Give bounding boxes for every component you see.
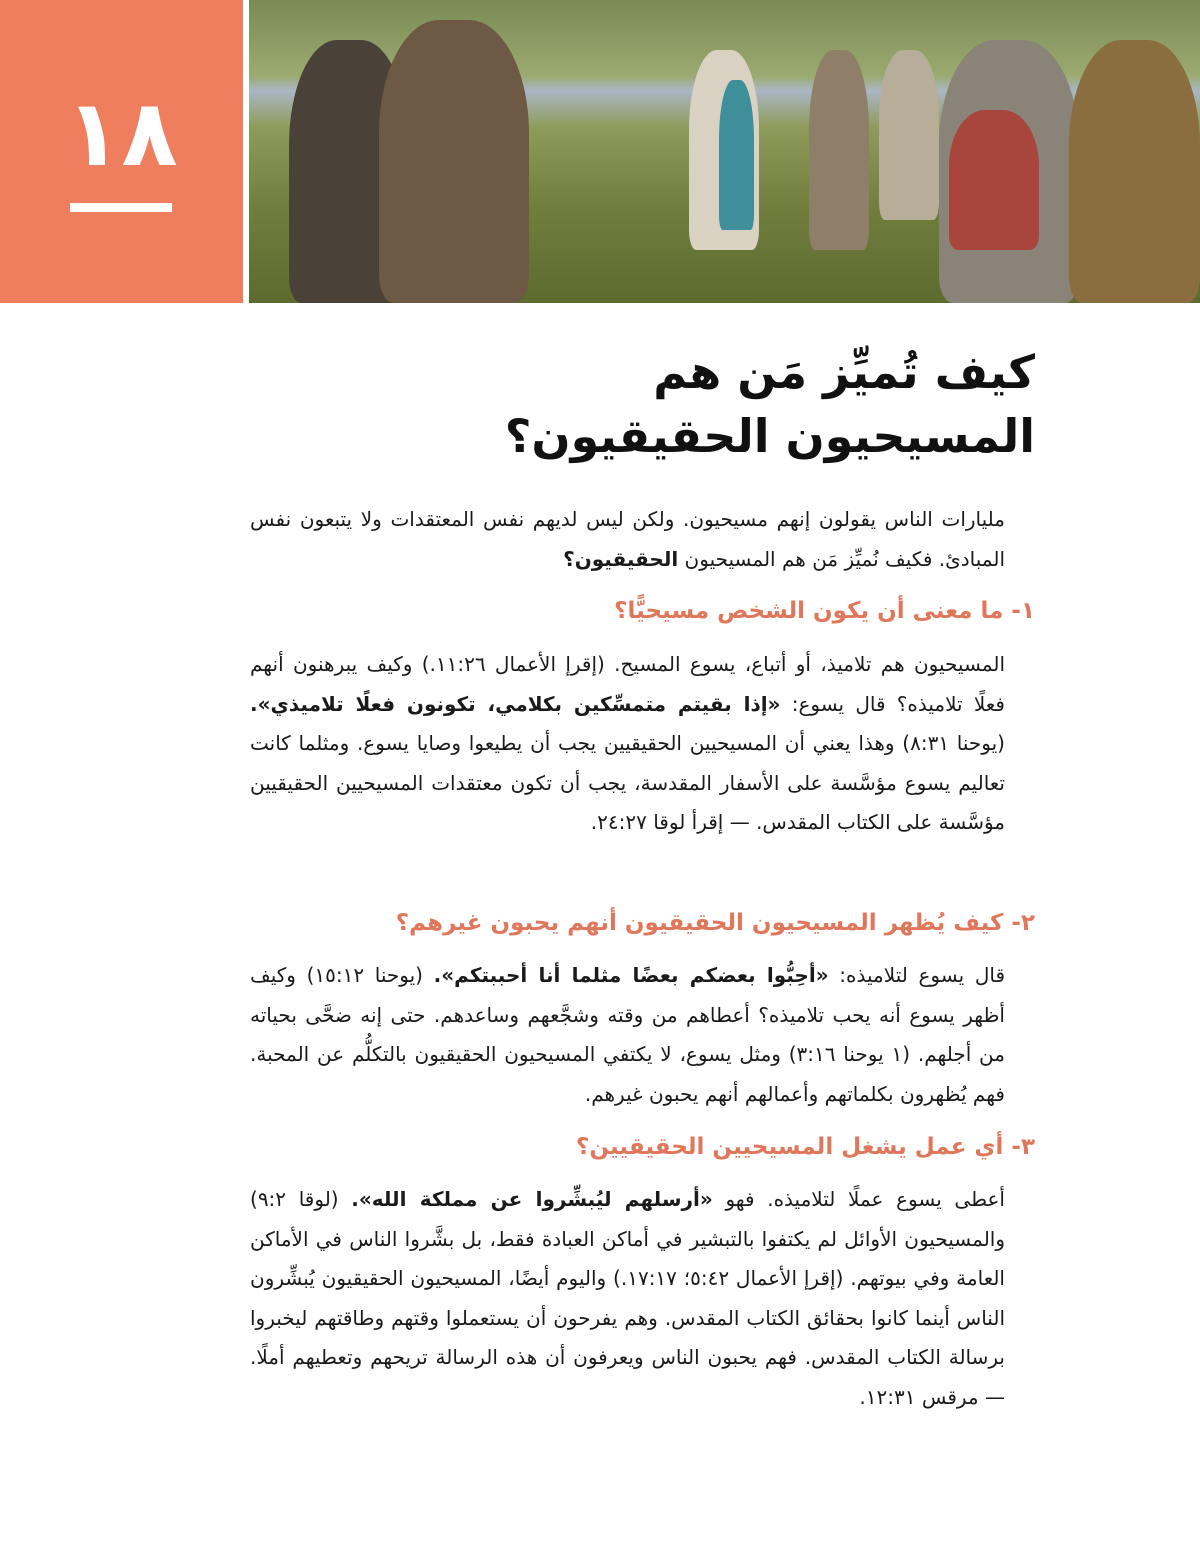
scripture-quote: «إذا بقيتم متمسِّكين بكلامي، تكونون فعلًا تلاميذي».: [250, 691, 781, 716]
paragraph-text: (يوحنا ٨:٣١) وهذا يعني أن المسيحيين الحقيقيين يجب أن يطيعوا وصايا يسوع. ومثلما كانت تعاليم يسوع مؤسَّسة على الأسفار المقدسة، يجب أن تكون معتقدات المسيحيين الحقيقيين مؤسَّسة على الكتاب المقدس. — إقرأ لوقا ٢٤:٢٧.: [250, 731, 1005, 834]
section-paragraph-3: [250, 1180, 1005, 1417]
intro-text: مليارات الناس يقولون إنهم مسيحيون. ولكن ليس لديهم نفس المعتقدات ولا يتبعون نفس المبادئ. فكيف نُميِّز مَن هم المسيحيون: [250, 507, 1005, 571]
intro-paragraph: [250, 500, 1005, 579]
paragraph-text: أعطى يسوع عملًا لتلاميذه. فهو: [712, 1187, 1005, 1211]
title-line-1: كيف تُميِّز مَن هم: [653, 345, 1035, 399]
lesson-illustration: [249, 0, 1200, 303]
title-line-2: المسيحيون الحقيقيون؟: [504, 409, 1035, 463]
intro-emphasis: الحقيقيون؟: [563, 546, 679, 571]
scripture-quote: «أرسلهم ليُبشِّروا عن مملكة الله».: [351, 1187, 713, 1211]
paragraph-text: المسيحيون هم تلاميذ، أو أتباع، يسوع المسيح. (إقرإ الأعمال ١١:٢٦.) وكيف يبرهنون أنهم فعلًا تلاميذه؟ قال يسوع:: [250, 652, 1006, 716]
scripture-quote: «أحِبُّوا بعضكم بعضًا مثلما أنا أحببتكم».: [433, 963, 829, 987]
lesson-number-badge: [0, 0, 243, 303]
section-heading-3: ٣- أي عمل يشغل المسيحيين الحقيقيين؟: [576, 1134, 1035, 1160]
paragraph-text: (لوقا ٩:٢) والمسيحيون الأوائل لم يكتفوا بالتبشير في أماكن العبادة فقط، بل بشَّروا الناس في الأماكن العامة وفي بيوتهم. (إقرإ الأعمال ٥:٤٢؛ ١٧:١٧.) واليوم أيضًا، المسيحيون الحقيقيون يُبشِّرون الناس أينما كانوا بحقائق الكتاب المقدس. وهم يفرحون أن يستعملوا وقتهم وطاقتهم ليخبروا برسالة الكتاب المقدس. فهم يحبون الناس ويعرفون أن هذه الرسالة تريحهم وتعطيهم أملًا. — مرقس ١٢:٣١.: [250, 1187, 1005, 1409]
page-title: [335, 340, 1035, 468]
section-paragraph-1: [250, 645, 1005, 843]
section-heading-1: ١- ما معنى أن يكون الشخص مسيحيًّا؟: [614, 598, 1035, 624]
section-heading-2: ٢- كيف يُظهر المسيحيون الحقيقيون أنهم يحبون غيرهم؟: [395, 910, 1035, 936]
lesson-number: ١٨: [65, 80, 178, 187]
paragraph-text: (يوحنا ١٥:١٢) وكيف أظهر يسوع أنه يحب تلاميذه؟ أعطاهم من وقته وشجَّعهم وساعدهم. حتى إنه ضحَّى بحياته من أجلهم. (١ يوحنا ٣:١٦) ومثل يسوع، لا يكتفي المسيحيون الحقيقيون بالتكلُّم عن المحبة. فهم يُظهرون بكلماتهم وأعمالهم أنهم يحبون غيرهم.: [250, 963, 1005, 1106]
lesson-number-underline: [70, 203, 172, 212]
section-paragraph-2: [250, 956, 1005, 1114]
paragraph-text: قال يسوع لتلاميذه:: [828, 963, 1006, 987]
